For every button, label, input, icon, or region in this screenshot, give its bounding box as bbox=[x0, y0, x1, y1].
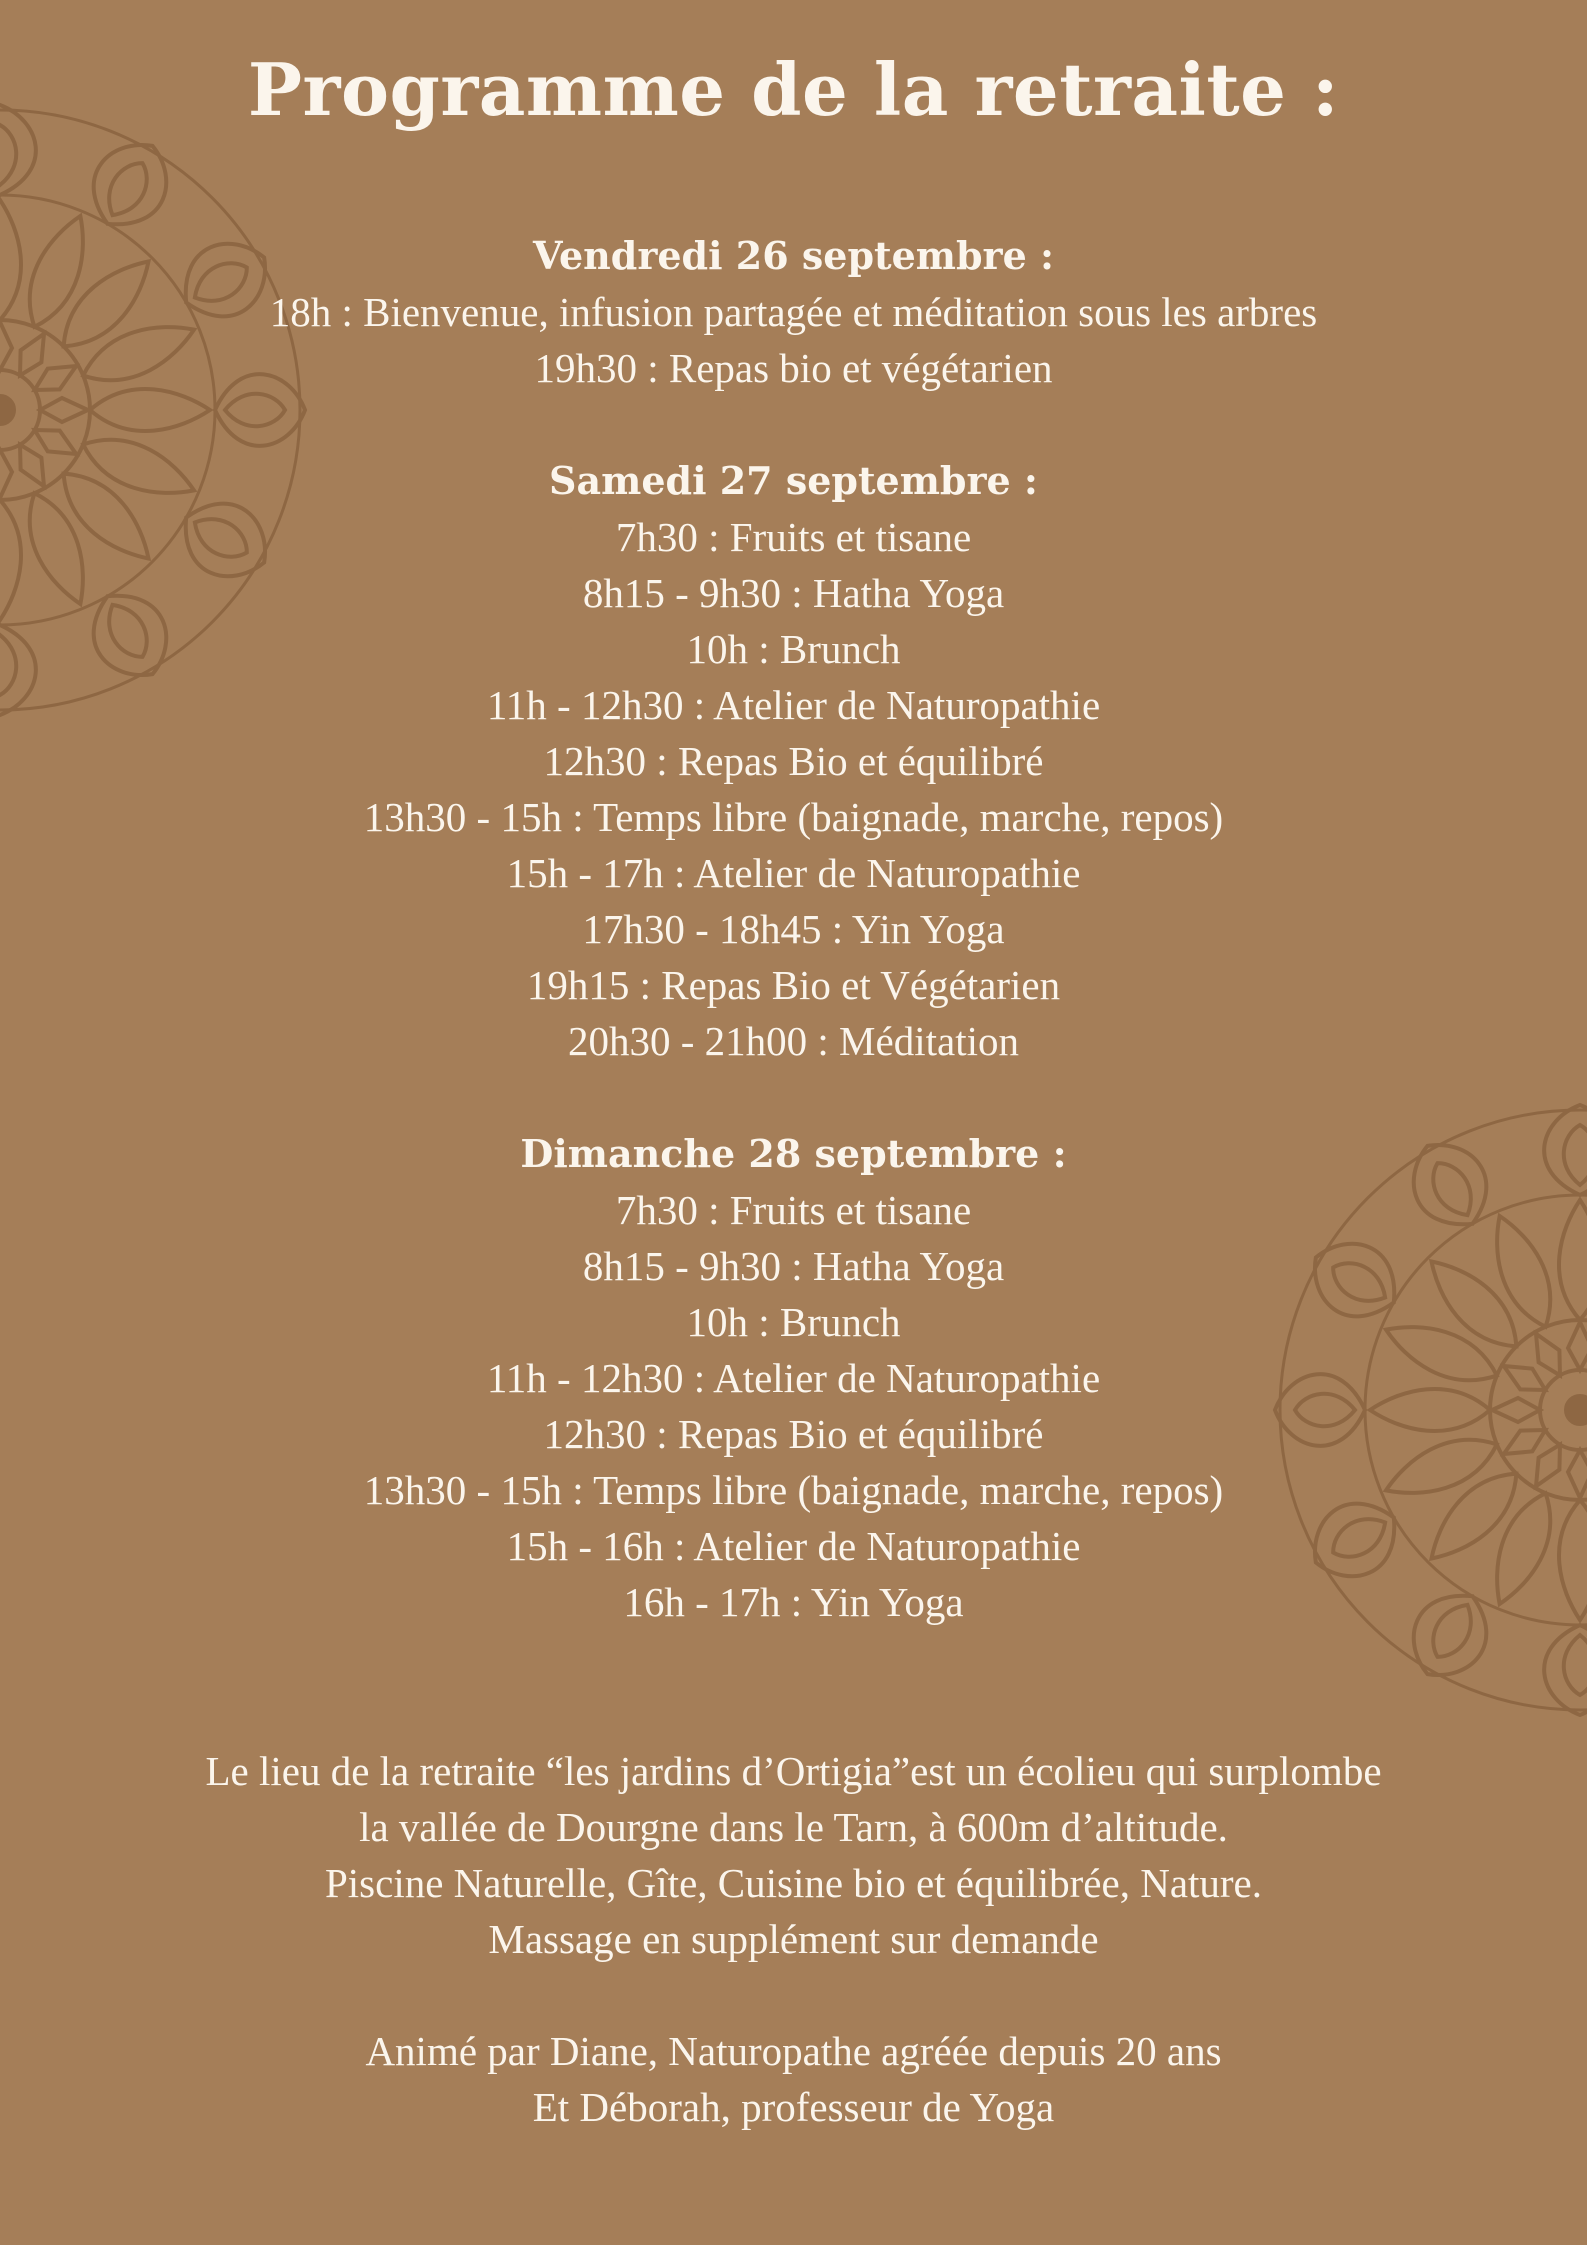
schedule-item: 13h30 - 15h : Temps libre (baignade, marche, repos) bbox=[363, 794, 1224, 840]
schedule-item: 18h : Bienvenue, infusion partagée et méditation sous les arbres bbox=[269, 289, 1318, 335]
info-line: Piscine Naturelle, Gîte, Cuisine bio et équilibrée, Nature. bbox=[324, 1860, 1263, 1906]
schedule-item: 15h - 16h : Atelier de Naturopathie bbox=[506, 1523, 1081, 1569]
schedule-item: 20h30 - 21h00 : Méditation bbox=[568, 1018, 1019, 1064]
info-line: Massage en supplément sur demande bbox=[488, 1916, 1099, 1962]
schedule-item: 16h - 17h : Yin Yoga bbox=[623, 1579, 964, 1625]
mandala-petal bbox=[1544, 1625, 1587, 1715]
schedule-item: 8h15 - 9h30 : Hatha Yoga bbox=[582, 1243, 1005, 1289]
schedule-item: 8h15 - 9h30 : Hatha Yoga bbox=[582, 570, 1005, 616]
schedule-item: 17h30 - 18h45 : Yin Yoga bbox=[582, 906, 1005, 952]
mandala-petal bbox=[76, 128, 183, 242]
day-title: Samedi 27 septembre : bbox=[549, 458, 1038, 503]
schedule-item: 19h15 : Repas Bio et Végétarien bbox=[526, 962, 1061, 1008]
schedule-item: 10h : Brunch bbox=[686, 1299, 901, 1345]
schedule-item: 11h - 12h30 : Atelier de Naturopathie bbox=[486, 1355, 1101, 1401]
page-title: Programme de la retraite : bbox=[247, 47, 1340, 132]
schedule-item: 12h30 : Repas Bio et équilibré bbox=[543, 738, 1044, 784]
mandala-petal-inner bbox=[98, 155, 156, 223]
credit-line: Animé par Diane, Naturopathe agréée depuis 20 ans bbox=[365, 2028, 1222, 2074]
day-title: Dimanche 28 septembre : bbox=[520, 1131, 1067, 1176]
credit-line: Et Déborah, professeur de Yoga bbox=[532, 2084, 1055, 2130]
info-line: Le lieu de la retraite “les jardins d’Ortigia”est un écolieu qui surplombe bbox=[205, 1748, 1382, 1794]
schedule-item: 7h30 : Fruits et tisane bbox=[615, 514, 972, 560]
day-friday bbox=[0, 228, 1587, 396]
schedule-item: 10h : Brunch bbox=[686, 626, 901, 672]
schedule-item: 12h30 : Repas Bio et équilibré bbox=[543, 1411, 1044, 1457]
day-saturday bbox=[0, 453, 1587, 1069]
venue-info bbox=[0, 1743, 1587, 1967]
info-line: la vallée de Dourgne dans le Tarn, à 600m d’altitude. bbox=[359, 1804, 1228, 1850]
schedule-item: 11h - 12h30 : Atelier de Naturopathie bbox=[486, 682, 1101, 728]
day-sunday bbox=[0, 1126, 1587, 1630]
credits bbox=[0, 2023, 1587, 2135]
mandala-petal-inner bbox=[225, 394, 285, 426]
mandala-star-point bbox=[40, 398, 88, 422]
schedule-item: 15h - 17h : Atelier de Naturopathie bbox=[506, 850, 1081, 896]
schedule-item: 19h30 : Repas bio et végétarien bbox=[534, 345, 1053, 391]
day-title: Vendredi 26 septembre : bbox=[532, 233, 1054, 278]
schedule-item: 13h30 - 15h : Temps libre (baignade, marche, repos) bbox=[363, 1467, 1224, 1513]
schedule-item: 7h30 : Fruits et tisane bbox=[615, 1187, 972, 1233]
mandala-petal-inner bbox=[1564, 1635, 1587, 1695]
